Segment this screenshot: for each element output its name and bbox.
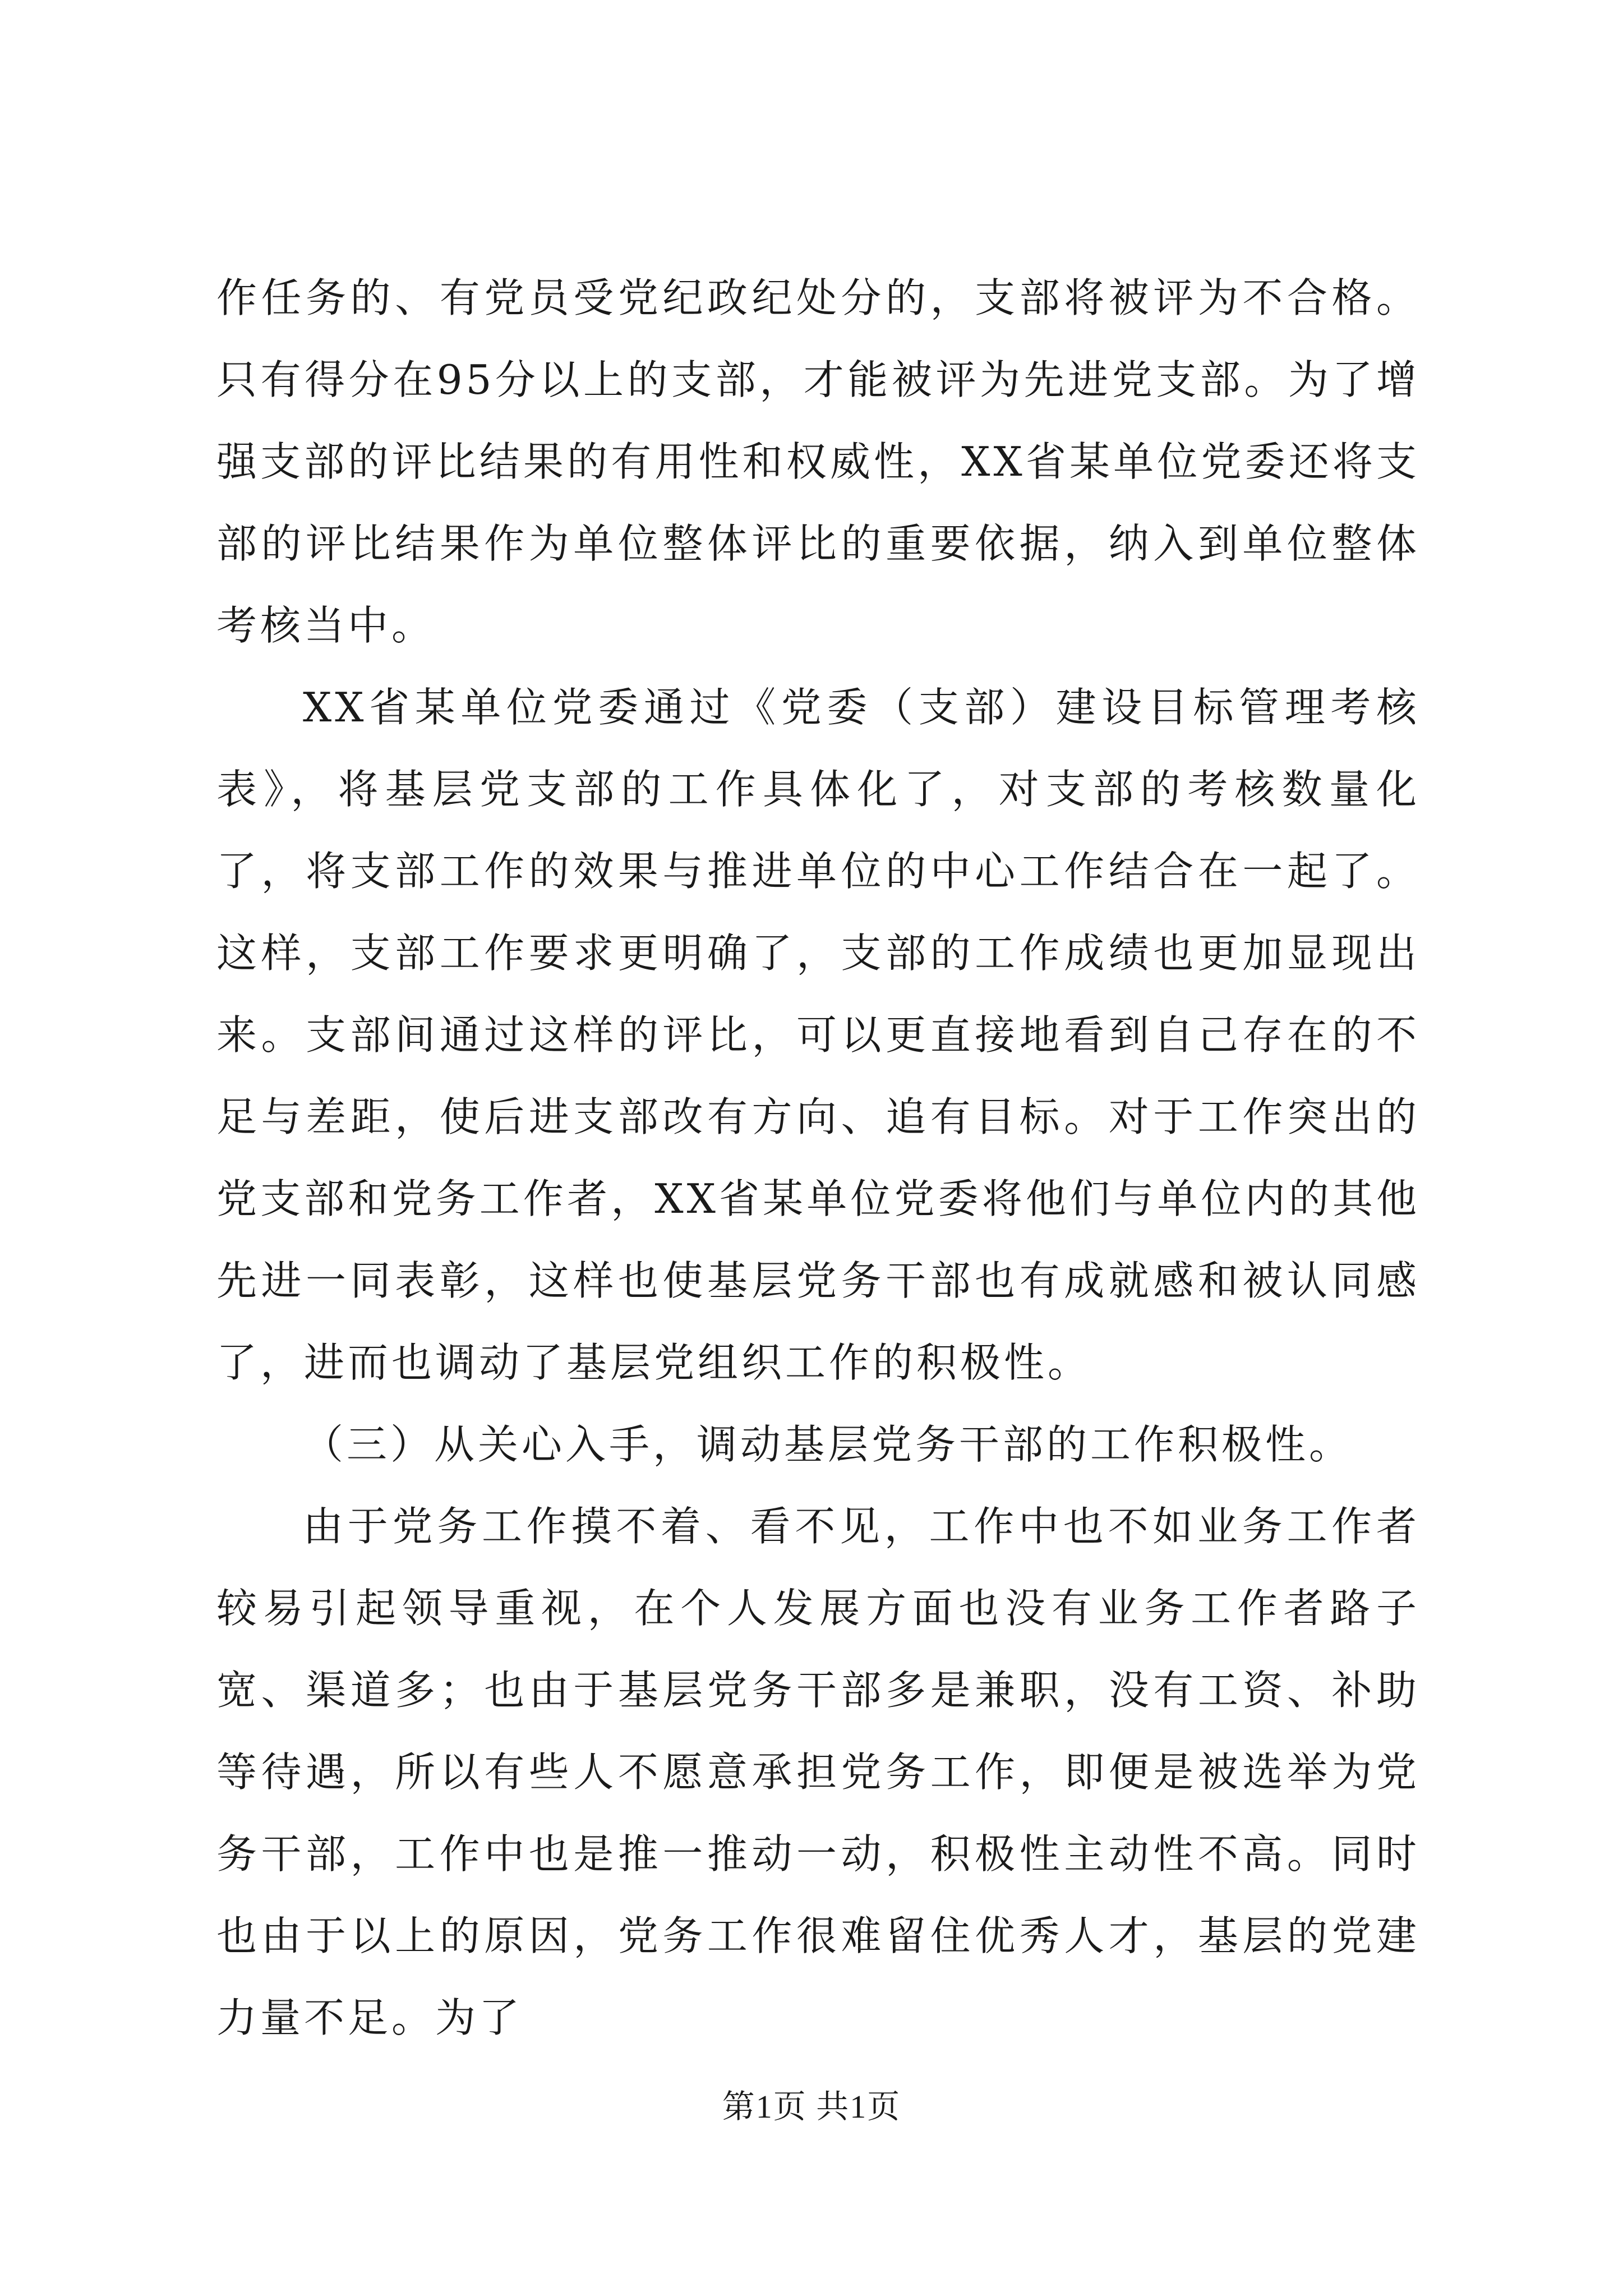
paragraph-continued: 作任务的、有党员受党纪政纪处分的，支部将被评为不合格。只有得分在95分以上的支部，才能被评为先进党支部。为了增强支部的评比结果的有用性和权威性，XX省某单位党委还将支部的评比结果作为单位整体评比的重要依据，纳入到单位整体考核当中。 <box>216 274 1420 649</box>
section-heading: （三）从关心入手，调动基层党务干部的工作积极性。 <box>303 1421 1353 1468</box>
paragraph-party-cadres: 由于党务工作摸不着、看不见，工作中也不如业务工作者较易引起领导重视，在个人发展方面也没有业务工作者路子宽、渠道多；也由于基层党务干部多是兼职，没有工资、补助等待遇，所以有些人不愿意承担党务工作，即便是被选举为党务干部，工作中也是推一推动一动，积极性主动性不高。同时也由于以上的原因，党务工作很难留住优秀人才，基层的党建力量不足。为了 <box>216 1503 1420 2041</box>
document-body <box>216 257 1420 2059</box>
paragraph-assessment-table: XX省某单位党委通过《党委（支部）建设目标管理考核表》，将基层党支部的工作具体化了，对支部的考核数量化了，将支部工作的效果与推进单位的中心工作结合在一起了。这样，支部工作要求更明确了，支部的工作成绩也更加显现出来。支部间通过这样的评比，可以更直接地看到自己存在的不足与差距，使后进支部改有方向、追有目标。对于工作突出的党支部和党务工作者，XX省某单位党委将他们与单位内的其他先进一同表彰，这样也使基层党务干部也有成就感和被认同感了，进而也调动了基层党组织工作的积极性。 <box>216 684 1420 1386</box>
page-number-footer: 第1页 共1页 <box>722 2088 901 2125</box>
